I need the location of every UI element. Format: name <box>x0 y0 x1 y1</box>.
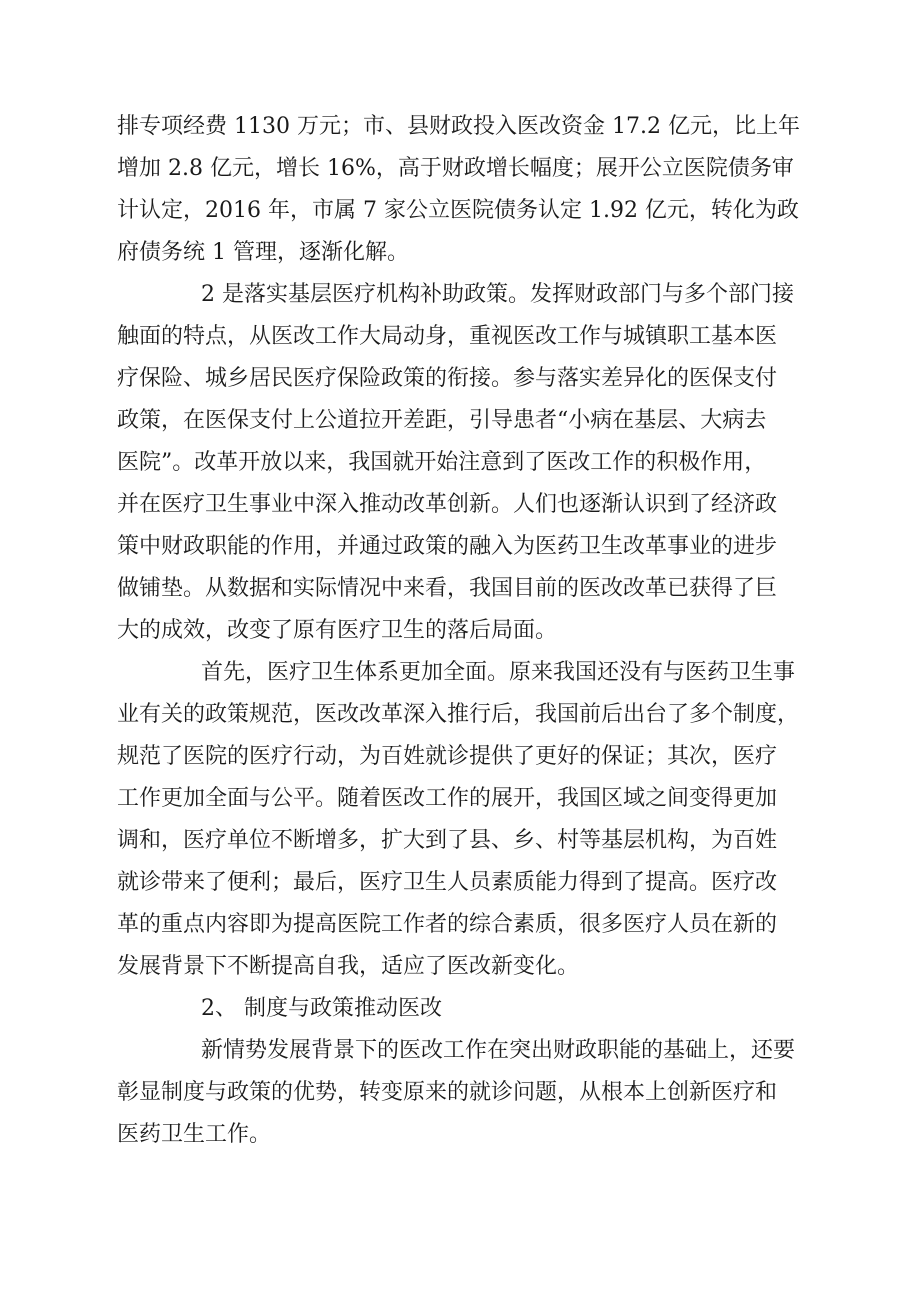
text-line <box>0 905 920 945</box>
text-line <box>0 233 920 273</box>
line-text: 疗保险、城乡居民医疗保险政策的衔接。参与落实差异化的医保支付 <box>117 366 778 391</box>
line-text: 首先，医疗卫生体系更加全面。原来我国还没有与医药卫生事 <box>201 660 796 685</box>
text-line <box>0 611 920 651</box>
text-line <box>0 317 920 357</box>
text-line <box>0 191 920 231</box>
text-line <box>0 107 920 147</box>
section-heading <box>0 989 920 1029</box>
text-line <box>0 779 920 819</box>
line-text: 调和，医疗单位不断增多，扩大到了县、乡、村等基层机构，为百姓 <box>117 828 778 853</box>
text-line <box>0 1115 920 1155</box>
line-text: 做铺垫。从数据和实际情况中来看，我国目前的医改改革已获得了巨 <box>117 576 778 601</box>
text-line <box>0 695 920 735</box>
text-line <box>0 485 920 525</box>
text-line <box>0 401 920 441</box>
line-text: 彰显制度与政策的优势，转变原来的就诊问题，从根本上创新医疗和 <box>117 1080 778 1105</box>
line-text: 触面的特点，从医改工作大局动身，重视医改工作与城镇职工基本医 <box>117 324 778 349</box>
line-text: 新情势发展背景下的医改工作在突出财政职能的基础上，还要 <box>201 1038 796 1063</box>
text-line <box>0 1031 920 1071</box>
line-text: 医药卫生工作。 <box>117 1122 272 1147</box>
line-text: 计认定，2016 年，市属 7 家公立医院债务认定 1.92 亿元，转化为政 <box>117 198 799 223</box>
line-text: 医院”。改革开放以来，我国就开始注意到了医改工作的积极作用， <box>117 450 767 475</box>
line-text: 增加 2.8 亿元，增长 16%，高于财政增长幅度；展开公立医院债务审 <box>117 156 794 181</box>
text-line <box>0 359 920 399</box>
line-text: 业有关的政策规范，医改改革深入推行后，我国前后出台了多个制度， <box>117 702 800 727</box>
line-text: 2 是落实基层医疗机构补助政策。发挥财政部门与多个部门接 <box>201 282 794 307</box>
line-text: 并在医疗卫生事业中深入推动改革创新。人们也逐渐认识到了经济政 <box>117 492 778 517</box>
line-text: 发展背景下不断提高自我，适应了医改新变化。 <box>117 954 580 979</box>
line-text: 工作更加全面与公平。随着医改工作的展开，我国区域之间变得更加 <box>117 786 778 811</box>
line-text: 就诊带来了便利；最后，医疗卫生人员素质能力得到了提高。医疗改 <box>117 870 778 895</box>
line-text: 规范了医院的医疗行动，为百姓就诊提供了更好的保证；其次，医疗 <box>117 744 778 769</box>
section-heading-text: 2、 制度与政策推动医改 <box>201 996 442 1021</box>
line-text: 策中财政职能的作用，并通过政策的融入为医药卫生改革事业的进步 <box>117 534 778 559</box>
text-line <box>0 653 920 693</box>
line-text: 大的成效，改变了原有医疗卫生的落后局面。 <box>117 618 558 643</box>
line-text: 府债务统 1 管理，逐渐化解。 <box>117 240 409 265</box>
text-line <box>0 569 920 609</box>
text-line <box>0 821 920 861</box>
text-line <box>0 1073 920 1113</box>
text-line <box>0 737 920 777</box>
text-line <box>0 863 920 903</box>
line-text: 政策，在医保支付上公道拉开差距，引导患者“小病在基层、大病去 <box>117 408 767 433</box>
line-text: 革的重点内容即为提高医院工作者的综合素质，很多医疗人员在新的 <box>117 912 778 937</box>
text-line <box>0 527 920 567</box>
text-line <box>0 149 920 189</box>
text-line <box>0 443 920 483</box>
text-line <box>0 275 920 315</box>
line-text: 排专项经费 1130 万元；市、县财政投入医改资金 17.2 亿元，比上年 <box>117 114 800 139</box>
text-line <box>0 947 920 987</box>
